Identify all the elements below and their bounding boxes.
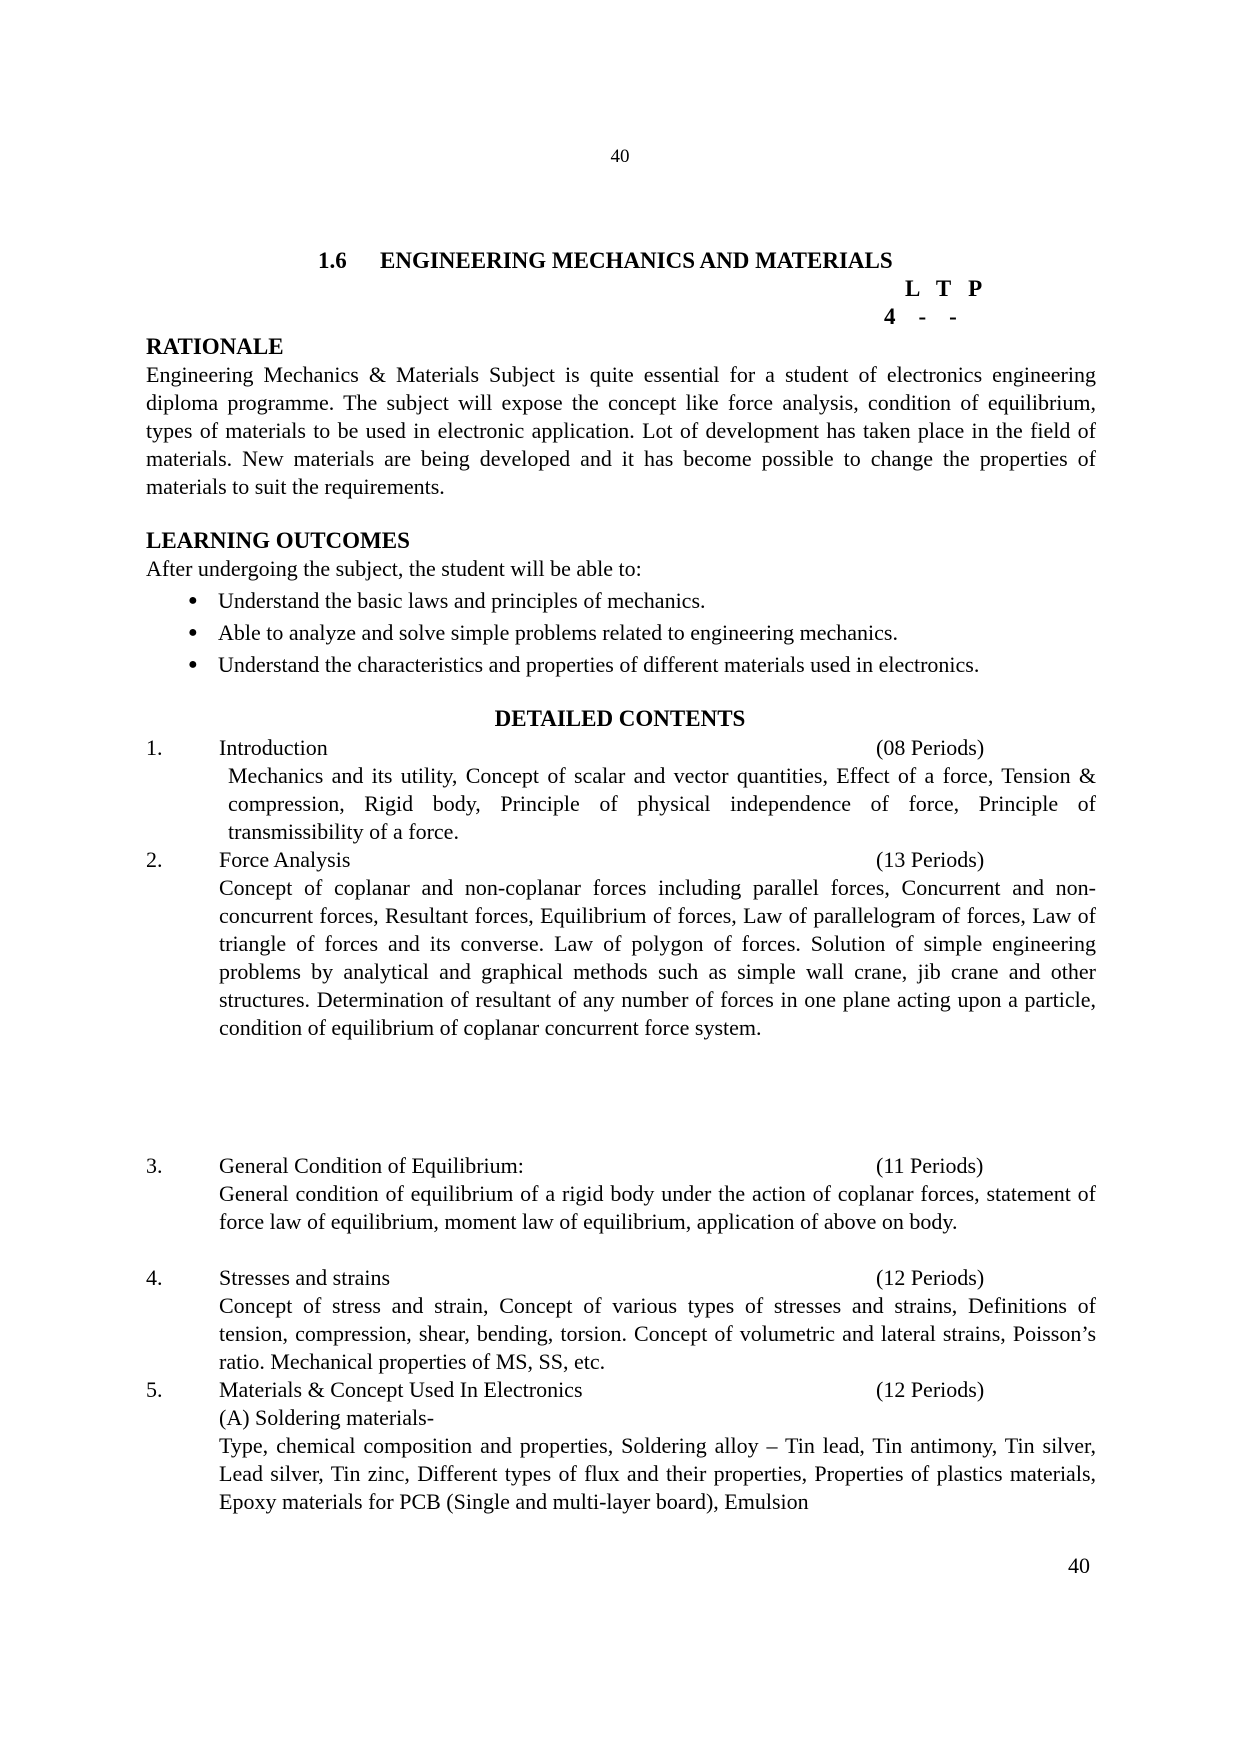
learning-outcomes-list [146, 587, 1096, 679]
unit-periods: (11 Periods) [876, 1153, 984, 1178]
detailed-contents-heading: DETAILED CONTENTS [494, 706, 746, 731]
unit-body: Mechanics and its utility, Concept of scalar and vector quantities, Effect of a force, Tension & compression, Rigid body, Principle of physical independence of force, Principle of transmissibility of a force. [228, 763, 1096, 844]
unit-number: 1. [146, 735, 163, 760]
list-item [146, 587, 1096, 615]
section-number: 1.6 [318, 248, 347, 273]
unit-title: General Condition of Equilibrium: [219, 1153, 524, 1178]
bullet-icon: ● [188, 624, 198, 641]
unit-periods: (08 Periods) [876, 735, 985, 760]
unit-title: Force Analysis [219, 847, 351, 872]
list-item [146, 619, 1096, 647]
unit-periods: (12 Periods) [876, 1377, 985, 1402]
unit-3 [146, 1152, 1096, 1236]
learning-outcomes-section [146, 527, 1096, 679]
rationale-heading: RATIONALE [146, 334, 284, 359]
rationale-section [146, 333, 1096, 501]
unit-number: 5. [146, 1377, 163, 1402]
learning-outcomes-heading: LEARNING OUTCOMES [146, 528, 410, 553]
bullet-icon: ● [188, 656, 198, 673]
bullet-icon: ● [188, 592, 198, 609]
outcome-text: Understand the basic laws and principles of mechanics. [218, 588, 706, 613]
unit-title: Stresses and strains [219, 1265, 391, 1290]
unit-number: 4. [146, 1265, 163, 1290]
learning-outcomes-intro: After undergoing the subject, the student will be able to: [146, 556, 642, 581]
list-item [146, 651, 1096, 679]
outcome-text: Understand the characteristics and properties of different materials used in electronics. [218, 652, 980, 677]
unit-2 [146, 846, 1096, 1042]
unit-number: 2. [146, 847, 163, 872]
unit-body: Type, chemical composition and properties, Soldering alloy – Tin lead, Tin antimony, Tin silver, Lead silver, Tin zinc, Different types of flux and their properties, Properties of plastics materials, Epoxy materials for PCB (Single and multi-layer board), Emulsion [219, 1433, 1096, 1514]
outcome-text: Able to analyze and solve simple problems related to engineering mechanics. [218, 620, 898, 645]
unit-5 [146, 1376, 1096, 1516]
page-number-top: 40 [610, 146, 630, 167]
unit-1 [146, 734, 1096, 846]
section-title-text: ENGINEERING MECHANICS AND MATERIALS [380, 248, 893, 273]
unit-title: Introduction [219, 735, 328, 760]
unit-periods: (12 Periods) [876, 1265, 985, 1290]
unit-subheading: (A) Soldering materials- [219, 1405, 435, 1430]
unit-number: 3. [146, 1153, 163, 1178]
section-title [318, 248, 893, 274]
unit-4 [146, 1264, 1096, 1376]
ltp-values: 4 - - [884, 304, 957, 329]
unit-periods: (13 Periods) [876, 847, 985, 872]
unit-title: Materials & Concept Used In Electronics [219, 1377, 583, 1402]
unit-body: Concept of coplanar and non-coplanar forces including parallel forces, Concurrent and non-concurrent forces, Resultant forces, Equilibrium of forces, Law of parallelogram of forces, Law of triangle of forces and its converse. Law of polygon of forces. Solution of simple engineering problems by analytical and graphical methods such as simple wall crane, jib crane and other structures. Determination of resultant of any number of forces in one plane acting upon a particle, condition of equilibrium of coplanar concurrent force system. [219, 875, 1096, 1040]
unit-body: General condition of equilibrium of a rigid body under the action of coplanar forces, statement of force law of equilibrium, moment law of equilibrium, application of above on body. [219, 1181, 1096, 1234]
ltp-header: L T P [905, 276, 983, 301]
page-number-bottom: 40 [1068, 1553, 1090, 1578]
unit-body: Concept of stress and strain, Concept of various types of stresses and strains, Definitions of tension, compression, shear, bending, torsion. Concept of volumetric and lateral strains, Poisson’s ratio. Mechanical properties of MS, SS, etc. [219, 1293, 1096, 1374]
rationale-text: Engineering Mechanics & Materials Subject is quite essential for a student of electronics engineering diploma programme. The subject will expose the concept like force analysis, condition of equilibrium, types of materials to be used in electronic application. Lot of development has taken place in the field of materials. New materials are being developed and it has become possible to change the properties of materials to suit the requirements. [146, 362, 1096, 499]
